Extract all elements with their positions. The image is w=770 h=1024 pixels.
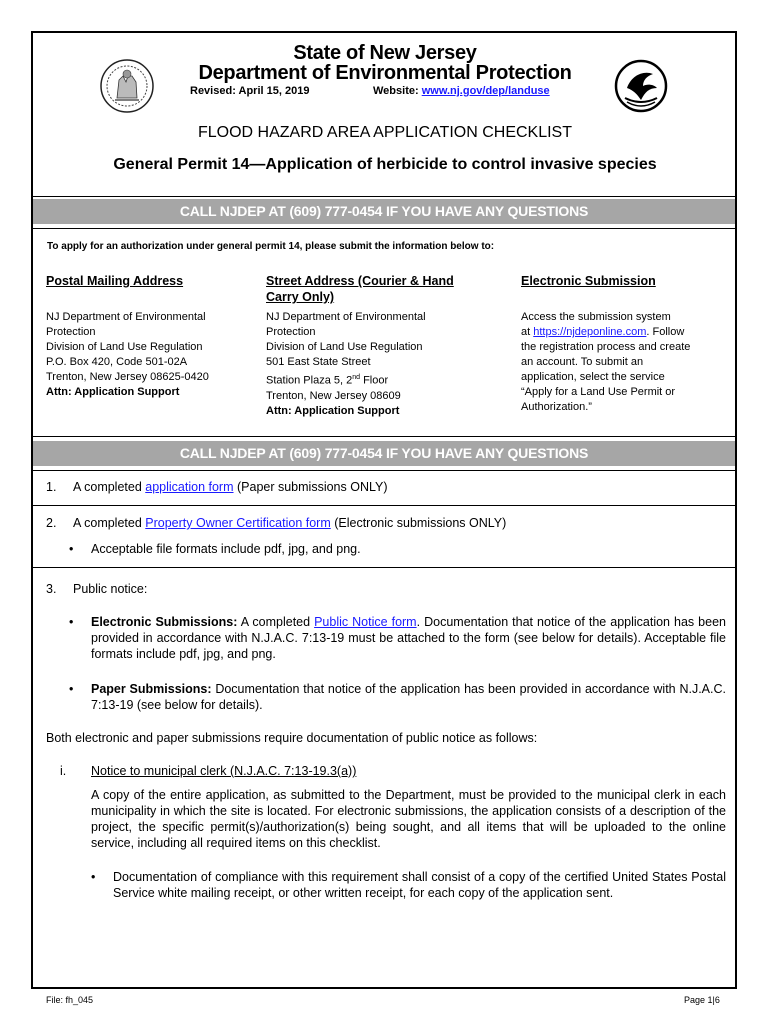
checklist-item-2: 2. A completed Property Owner Certification form (Electronic submissions ONLY) <box>46 516 507 530</box>
njdeponline-link[interactable]: https://njdeponline.com <box>533 326 647 338</box>
electronic-column <box>521 273 721 415</box>
state-title: State of New Jersey <box>293 42 477 64</box>
call-banner-top: CALL NJDEP AT (609) 777-0454 IF YOU HAVE ANY QUESTIONS <box>33 199 735 224</box>
revised-date: Revised: April 15, 2019 <box>190 85 310 97</box>
street-city: Trenton, New Jersey 08609 <box>266 389 401 402</box>
street-column <box>266 273 488 419</box>
notice-heading: Notice to municipal clerk (N.J.A.C. 7:13-19.3(a)) <box>91 764 357 778</box>
call-banner-bottom: CALL NJDEP AT (609) 777-0454 IF YOU HAVE ANY QUESTIONS <box>33 441 735 466</box>
street-station: Station Plaza 5, 2nd Floor <box>266 374 389 387</box>
postal-heading: Postal Mailing Address <box>46 274 184 288</box>
header-meta <box>190 85 550 97</box>
street-attn: Attn: Application Support <box>266 404 400 417</box>
notice-body: A copy of the entire application, as submitted to the Department, must be provided to the municipal clerk in each municipality in which the site is located. For electronic submissions, the application consists of a description of the project, the specific permit(s)/authorization(s) being sought, and all items that will be uploaded to the online service, including all required items on this checklist. <box>91 788 726 850</box>
item-number: 2. <box>46 516 57 530</box>
application-form-link[interactable]: application form <box>145 480 234 494</box>
banner-divider-mid <box>33 436 735 437</box>
street-line: NJ Department of Environmental <box>266 311 426 323</box>
electronic-instructions: Access the submission system at https://njdeponline.com. Follow the registration process and create an account. To submit an application, select the service “Apply for a Land Use Permit or Authorization.” <box>521 311 691 413</box>
website-label: Website: <box>373 85 419 97</box>
file-label: File: fh_045 <box>46 995 94 1005</box>
banner-divider-bottom <box>33 470 735 471</box>
both-submissions-text: Both electronic and paper submissions require documentation of public notice as follows: <box>46 731 538 745</box>
street-line: Division of Land Use Regulation <box>266 341 423 353</box>
item-number: 1. <box>46 480 57 494</box>
postal-line: Protection <box>46 326 96 338</box>
postal-address <box>46 310 246 400</box>
checklist-item-1: 1. A completed application form (Paper submissions ONLY) <box>46 480 388 494</box>
electronic-heading: Electronic Submission <box>521 274 656 288</box>
banner-divider-top <box>33 228 735 229</box>
postal-line: NJ Department of Environmental <box>46 311 206 323</box>
intro-text: To apply for an authorization under general permit 14, please submit the information below to: <box>47 241 495 252</box>
notice-bullet: • Documentation of compliance with this requirement shall consist of a copy of the certified United States Postal Service white mailing receipt, or other written receipt, for each copy of the application sent. <box>113 869 726 901</box>
postal-line: Division of Land Use Regulation <box>46 341 203 353</box>
paper-submissions-bullet: • Paper Submissions: Documentation that notice of the application has been provided in accordance with N.J.A.C. 7:13-19 (see below for details). <box>91 681 726 713</box>
page-number: Page 1|6 <box>684 995 720 1005</box>
item-2-bullet: • Acceptable file formats include pdf, jpg, and png. <box>91 541 361 557</box>
postal-line: P.O. Box 420, Code 501-02A <box>46 356 188 368</box>
public-notice-form-link[interactable]: Public Notice form <box>314 615 417 629</box>
property-owner-certification-link[interactable]: Property Owner Certification form <box>145 516 331 530</box>
street-line: 501 East State Street <box>266 356 371 368</box>
street-heading: Street Address (Courier & Hand Carry Only) <box>266 274 454 304</box>
postal-line: Trenton, New Jersey 08625-0420 <box>46 371 209 383</box>
postal-attn: Attn: Application Support <box>46 386 180 398</box>
department-title: Department of Environmental Protection <box>198 62 572 84</box>
electronic-submissions-bullet: • Electronic Submissions: A completed Public Notice form. Documentation that notice of the application has been provided in accordance with N.J.A.C. 7:13-19 must be attached to the form (see below for details). Acceptable file formats include pdf, jpg, and png. <box>91 614 726 662</box>
item-number: 3. <box>46 582 57 596</box>
item-divider <box>33 567 735 568</box>
street-line: Protection <box>266 326 316 338</box>
notice-number: i. <box>60 764 67 778</box>
postal-column <box>46 273 246 400</box>
item-divider <box>33 505 735 506</box>
header-divider <box>33 196 735 197</box>
checklist-item-3: 3. Public notice: <box>46 582 148 596</box>
checklist-title: FLOOD HAZARD AREA APPLICATION CHECKLIST <box>197 124 572 141</box>
website-link[interactable]: www.nj.gov/dep/landuse <box>421 85 550 97</box>
street-address <box>266 310 488 419</box>
permit-title: General Permit 14—Application of herbicide to control invasive species <box>113 156 657 173</box>
